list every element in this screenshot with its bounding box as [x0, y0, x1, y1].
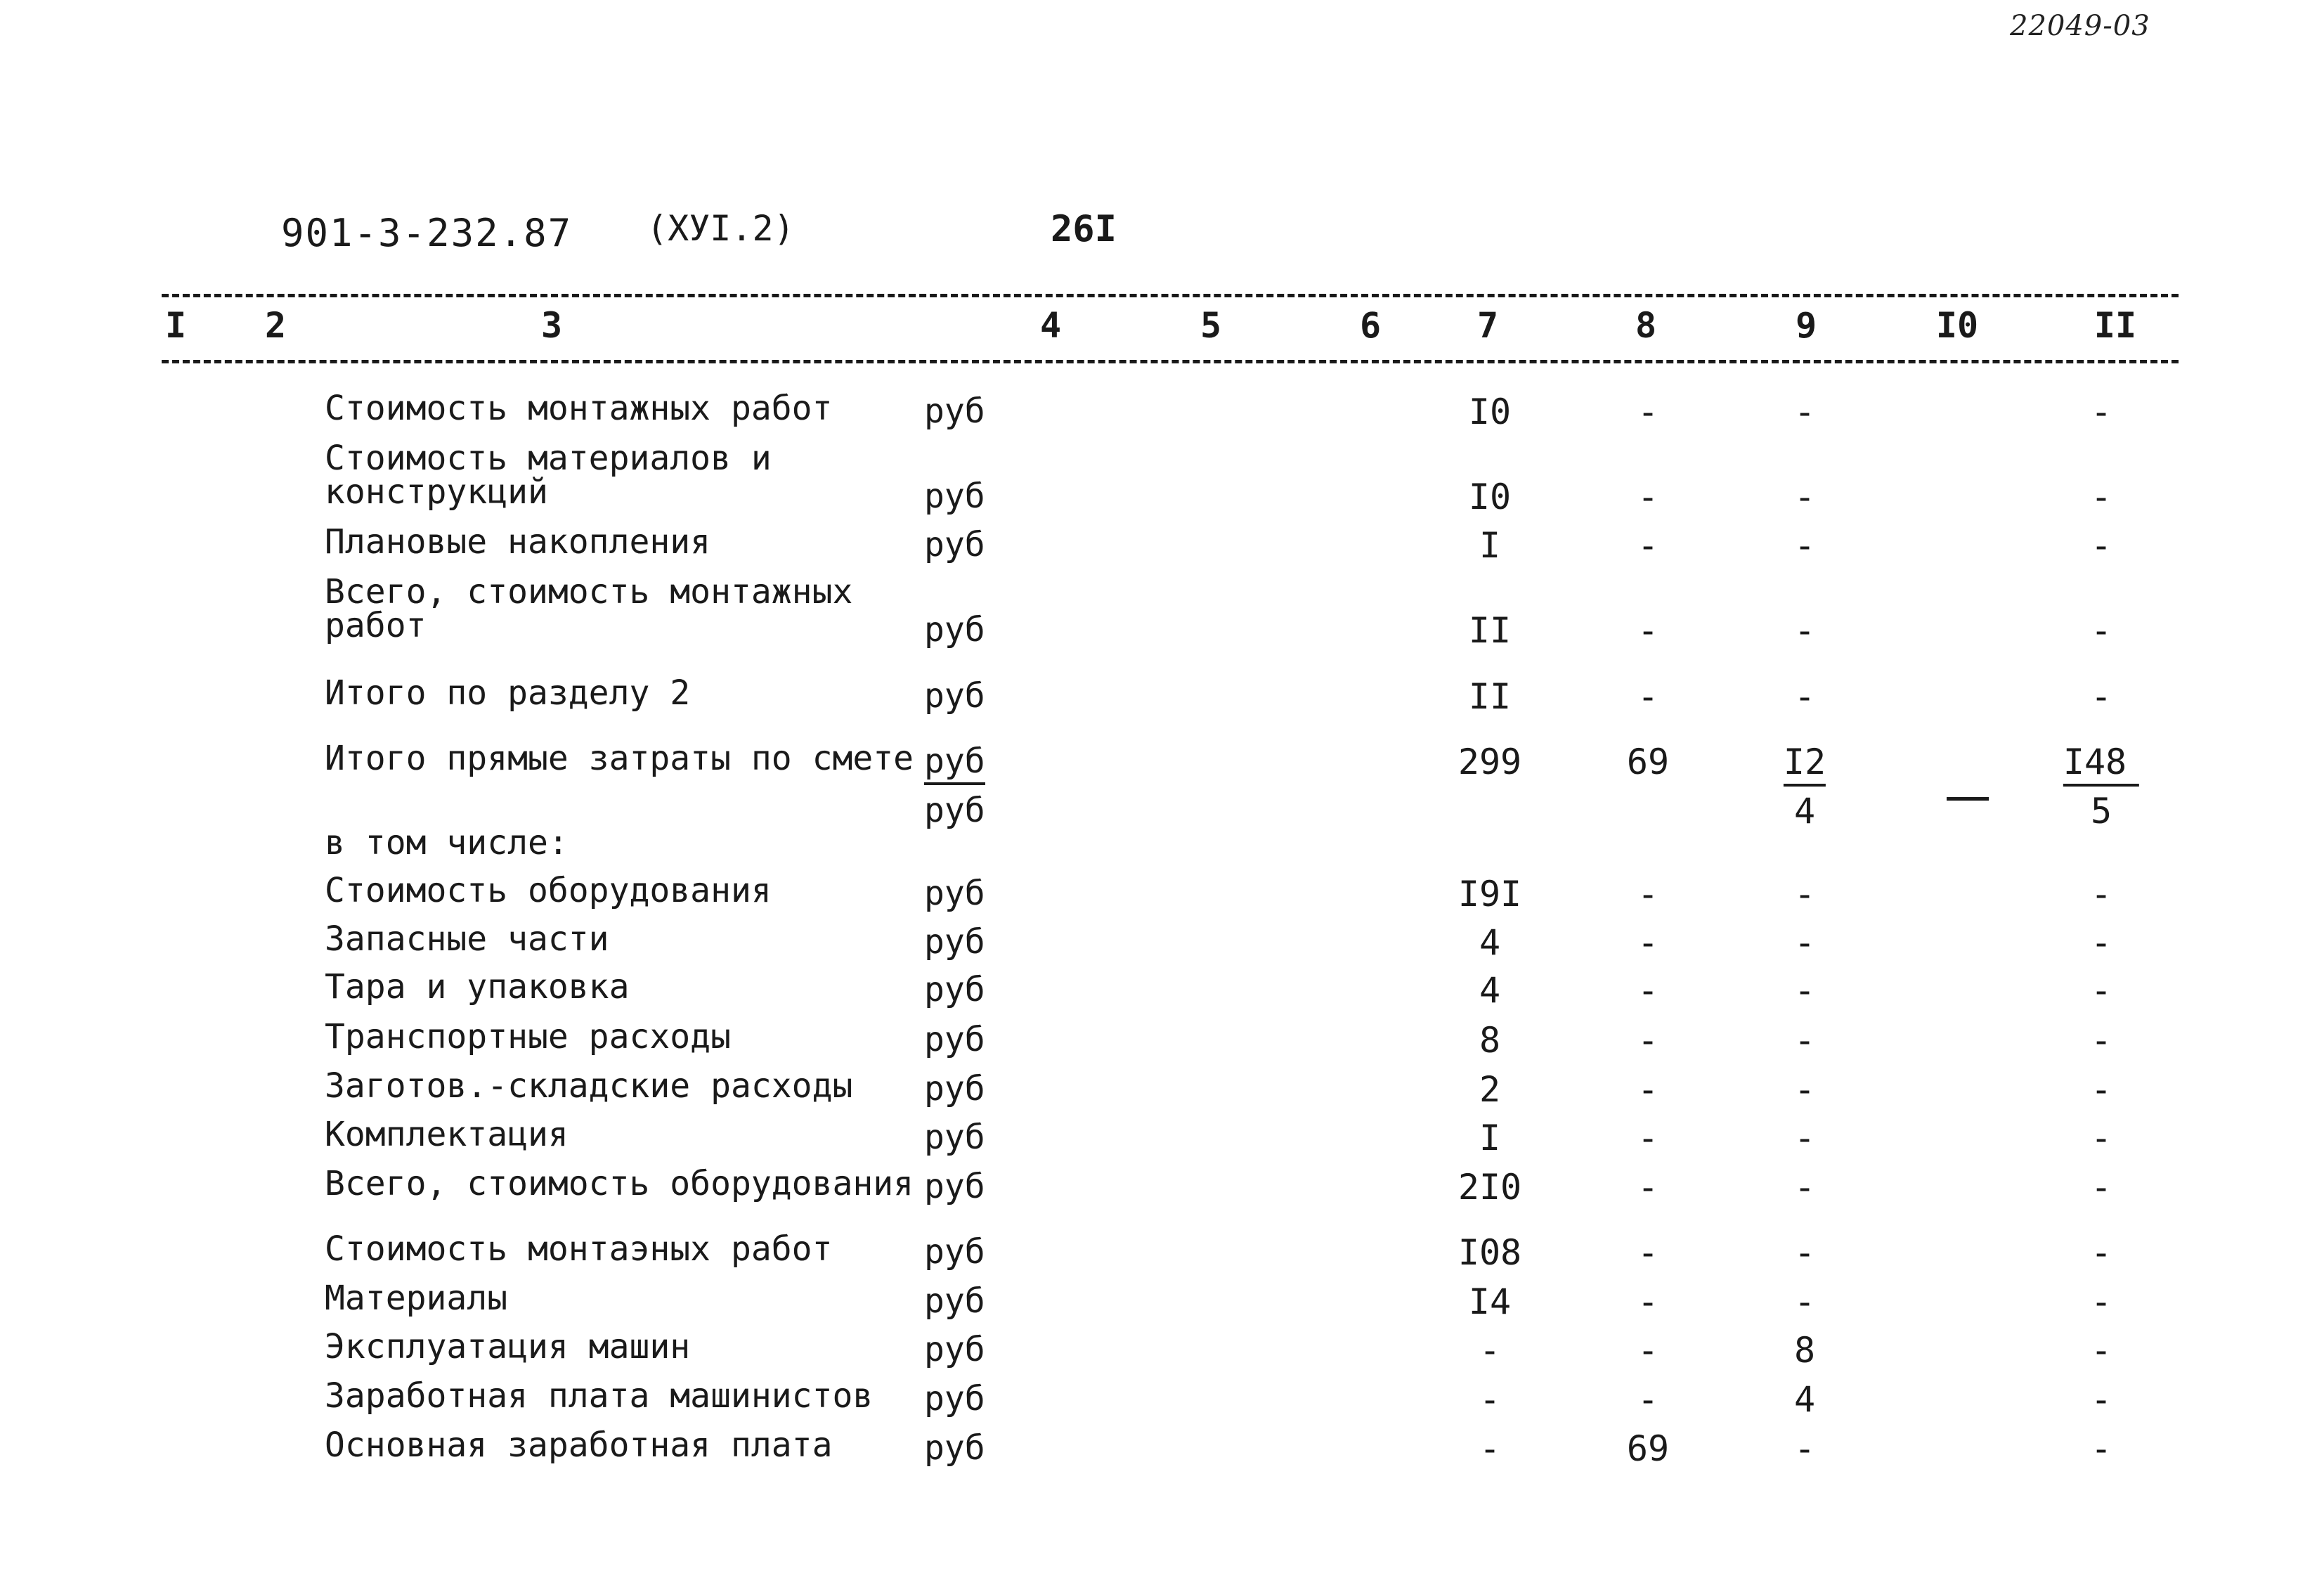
col-number-2: 2 [264, 305, 287, 346]
cell-col9: - [1793, 1428, 1816, 1469]
cell-col8: - [1637, 392, 1659, 432]
row-label: Стоимость монтажных работ [325, 389, 833, 428]
table-header-top-rule [162, 294, 2179, 297]
row-unit: руб [924, 1428, 985, 1468]
row-label: Заработная плата машинистов [325, 1376, 874, 1416]
row-label [325, 572, 853, 645]
row-unit: руб [924, 1167, 985, 1206]
cell-col8: - [1637, 1379, 1659, 1420]
row-unit: руб [924, 525, 985, 564]
cell-col9: - [1793, 1020, 1816, 1061]
row-label: Итого по разделу 2 [325, 673, 691, 713]
cell-col11: - [2090, 1020, 2112, 1061]
table-row [0, 1115, 2324, 1160]
table-row [0, 522, 2324, 567]
cell-col11: - [2090, 1069, 2112, 1110]
cell-col7: 299 [1458, 742, 1522, 782]
row-unit: руб [924, 1281, 985, 1321]
cell-col11: - [2090, 392, 2112, 432]
cell-col8: - [1637, 1020, 1659, 1061]
cell-col9: - [1793, 970, 1816, 1011]
cell-col8: - [1637, 1330, 1659, 1371]
cell-col8: 69 [1626, 742, 1670, 782]
table-row [0, 739, 2324, 784]
cell-col8: - [1637, 970, 1659, 1011]
row-label [325, 439, 772, 512]
cell-col11: - [2090, 676, 2112, 717]
table-row [0, 871, 2324, 916]
cell-col9: - [1793, 392, 1816, 432]
row-label: Стоимость монтаэных работ [325, 1229, 833, 1269]
table-row [0, 1229, 2324, 1274]
cell-col11: - [2090, 1232, 2112, 1273]
table-row [0, 1425, 2324, 1470]
cell-col7: - [1479, 1330, 1501, 1371]
table-row [0, 823, 2324, 868]
row-unit: руб [924, 1069, 985, 1108]
cell-col7: 8 [1479, 1020, 1501, 1061]
table-row [0, 441, 2324, 526]
cell-col9: - [1793, 1232, 1816, 1273]
row-label-line2: конструкций [325, 472, 548, 512]
cell-col11: - [2090, 1330, 2112, 1371]
table-row [0, 572, 2324, 659]
col-number-10: I0 [1935, 305, 1979, 346]
cell-col9: - [1793, 1281, 1816, 1322]
col-number-11: II [2093, 305, 2137, 346]
row-label-line1: Всего, стоимость монтажных [325, 572, 853, 612]
row-label-line1: Стоимость материалов и [325, 439, 772, 478]
table-header-bottom-rule [162, 360, 2179, 363]
cell-col7: 4 [1479, 922, 1501, 963]
cell-col8: - [1637, 525, 1659, 566]
row-unit: руб [924, 610, 985, 649]
row-unit: руб [924, 970, 985, 1009]
cell-col8: - [1637, 676, 1659, 717]
col-number-8: 8 [1635, 305, 1657, 346]
cell-col11: - [2090, 1428, 2112, 1469]
row-unit: руб [924, 742, 985, 785]
cell-col9: - [1793, 1118, 1816, 1158]
cell-col7: 2I0 [1458, 1167, 1522, 1208]
cell-col9: - [1793, 525, 1816, 566]
cell-col7: I [1479, 525, 1501, 566]
cell-col11: - [2090, 1118, 2112, 1158]
row-unit: руб [924, 922, 985, 962]
cell-col8: - [1637, 1167, 1659, 1208]
col-number-9: 9 [1795, 305, 1817, 346]
cell-col11: - [2090, 610, 2112, 651]
cell-col11: - [2090, 1379, 2112, 1420]
cell-col7: - [1479, 1428, 1501, 1469]
cell-col9: - [1793, 610, 1816, 651]
cell-col9: 8 [1793, 1330, 1816, 1371]
cell-col9: 4 [1793, 791, 1816, 832]
row-unit: руб [924, 1330, 985, 1369]
row-label: Заготов.-складские расходы [325, 1066, 853, 1106]
cell-col11: - [2090, 1281, 2112, 1322]
row-unit: руб [924, 392, 985, 431]
cell-col11: - [2090, 970, 2112, 1011]
cell-col8: - [1637, 922, 1659, 963]
cell-col9: - [1793, 874, 1816, 914]
cell-col7: I0 [1468, 477, 1512, 517]
cell-col8: - [1637, 1069, 1659, 1110]
cell-col11: - [2090, 874, 2112, 914]
table-row [0, 1376, 2324, 1421]
row-label: Тара и упаковка [325, 967, 630, 1007]
cell-col7: II [1468, 676, 1512, 717]
col-number-5: 5 [1200, 305, 1222, 346]
table-row [0, 1164, 2324, 1209]
cell-col11: - [2090, 477, 2112, 517]
cell-col7: 2 [1479, 1069, 1501, 1110]
table-row [0, 967, 2324, 1012]
cell-col8: 69 [1626, 1428, 1670, 1469]
col-number-3: 3 [540, 305, 563, 346]
row-label: Материалы [325, 1279, 508, 1318]
col-number-7: 7 [1476, 305, 1499, 346]
row-label: Основная заработная плата [325, 1425, 833, 1465]
cell-col9: - [1793, 922, 1816, 963]
archive-handwritten-note: 22049-03 [2010, 10, 2150, 42]
cell-col11: - [2090, 1167, 2112, 1208]
row-label: Плановые накопления [325, 522, 711, 562]
row-unit: руб [924, 1020, 985, 1059]
cell-col7: I [1479, 1118, 1501, 1158]
cell-col9: - [1793, 676, 1816, 717]
row-label: Всего, стоимость оборудования [325, 1164, 914, 1203]
table-row [0, 1327, 2324, 1372]
cell-col9: - [1793, 1167, 1816, 1208]
page-number: 26I [1051, 208, 1117, 250]
cell-col7: - [1479, 1379, 1501, 1420]
row-unit: руб [924, 1379, 985, 1418]
cell-col7: 4 [1479, 970, 1501, 1011]
cell-col9: - [1793, 477, 1816, 517]
cell-col9: I2 [1784, 742, 1826, 787]
cell-col7: I0 [1468, 392, 1512, 432]
cell-col7: I4 [1468, 1281, 1512, 1322]
row-label: Запасные части [325, 919, 609, 959]
row-label: Эксплуатация машин [325, 1327, 691, 1366]
cell-col9: 4 [1793, 1379, 1816, 1420]
cell-col8: - [1637, 1281, 1659, 1322]
cell-col9: - [1793, 1069, 1816, 1110]
cell-col11: - [2090, 525, 2112, 566]
col-number-6: 6 [1359, 305, 1382, 346]
table-row [0, 1017, 2324, 1062]
table-row [0, 1281, 2324, 1324]
row-unit: руб [924, 1232, 985, 1272]
cell-col11: I48 [2063, 742, 2139, 787]
cell-col7: I08 [1458, 1232, 1522, 1273]
row-label-line2: работ [325, 606, 427, 645]
cell-col11: - [2090, 922, 2112, 963]
col-number-1: I [164, 305, 187, 346]
cell-col8: - [1637, 477, 1659, 517]
cell-col8: - [1637, 874, 1659, 914]
row-unit: руб [924, 874, 985, 913]
cell-col7: II [1468, 610, 1512, 651]
row-unit: руб [924, 1118, 985, 1157]
col-number-4: 4 [1039, 305, 1062, 346]
cell-col7: I9I [1458, 874, 1522, 914]
document-code: 901-3-232.87 [281, 211, 573, 255]
row-label: в том числе: [325, 823, 569, 862]
cell-col11: 5 [2090, 791, 2112, 832]
row-unit: руб [924, 791, 985, 830]
row-label: Стоимость оборудования [325, 871, 772, 910]
table-row [0, 673, 2324, 718]
row-label: Комплектация [325, 1115, 569, 1154]
cell-col8: - [1637, 610, 1659, 651]
cell-col8: - [1637, 1118, 1659, 1158]
table-row [0, 389, 2324, 434]
row-unit: руб [924, 676, 985, 716]
table-row [0, 1066, 2324, 1111]
cell-col8: - [1637, 1232, 1659, 1273]
row-label: Итого прямые затраты по смете [325, 739, 914, 778]
sheet-reference: (ХУI.2) [647, 208, 795, 249]
table-row [0, 919, 2324, 964]
row-label: Транспортные расходы [325, 1017, 731, 1056]
row-unit: руб [924, 477, 985, 516]
